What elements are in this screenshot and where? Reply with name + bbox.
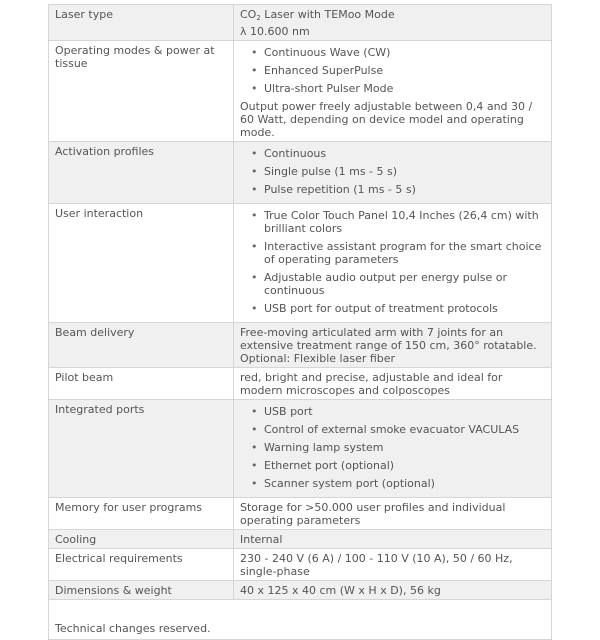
list-item: • Ethernet port (optional) <box>264 459 545 472</box>
row-text: 40 x 125 x 40 cm (W x H x D), 56 kg <box>234 581 552 600</box>
row-label: Beam delivery <box>49 323 234 368</box>
row-label: Electrical requirements <box>49 549 234 581</box>
row-label: Memory for user programs <box>49 498 234 530</box>
table-row <box>49 400 552 498</box>
table-row <box>49 5 552 41</box>
row-label: Operating modes & power at tissue <box>49 41 234 142</box>
row-label: Cooling <box>49 530 234 549</box>
row-text: Output power freely adjustable between 0,4 and 30 / 60 Watt, depending on device model and operating mode. <box>240 100 533 139</box>
row-value <box>234 400 552 498</box>
list-item: • Interactive assistant program for the smart choice of operating parameters <box>264 240 545 266</box>
bullet-list <box>240 209 545 315</box>
list-item: • Pulse repetition (1 ms - 5 s) <box>264 183 545 196</box>
footer-note: Technical changes reserved. <box>49 600 552 640</box>
table-row <box>49 581 552 600</box>
row-label: Dimensions & weight <box>49 581 234 600</box>
co2-subscript: 2 <box>256 14 261 22</box>
row-label: Activation profiles <box>49 142 234 204</box>
list-item: • Scanner system port (optional) <box>264 477 545 490</box>
row-value <box>234 142 552 204</box>
row-label: User interaction <box>49 204 234 323</box>
table-row <box>49 204 552 323</box>
row-value <box>234 5 552 41</box>
wavelength-line: λ 10.600 nm <box>240 25 310 38</box>
bullet-list <box>240 46 545 95</box>
list-item: • Enhanced SuperPulse <box>264 64 545 77</box>
table-row <box>49 323 552 368</box>
bullet-list <box>240 147 545 196</box>
row-text: Storage for >50.000 user profiles and individual operating parameters <box>234 498 552 530</box>
list-item: • Control of external smoke evacuator VACULAS <box>264 423 545 436</box>
list-item: • Warning lamp system <box>264 441 545 454</box>
row-label: Integrated ports <box>49 400 234 498</box>
list-item: • True Color Touch Panel 10,4 Inches (26,4 cm) with brilliant colors <box>264 209 545 235</box>
table-row <box>49 549 552 581</box>
list-item: • Ultra-short Pulser Mode <box>264 82 545 95</box>
co2-prefix: CO <box>240 8 257 21</box>
list-item: • Single pulse (1 ms - 5 s) <box>264 165 545 178</box>
row-text: red, bright and precise, adjustable and ideal for modern microscopes and colposcopes <box>234 368 552 400</box>
list-item: • Continuous <box>264 147 545 160</box>
table-row <box>49 142 552 204</box>
laser-type-line <box>240 8 545 25</box>
row-value <box>234 41 552 142</box>
row-text: Free-moving articulated arm with 7 joints for an extensive treatment range of 150 cm, 360° rotatable. Optional: Flexible laser fiber <box>234 323 552 368</box>
row-label: Laser type <box>49 5 234 41</box>
row-text: Internal <box>234 530 552 549</box>
table-row <box>49 600 552 640</box>
spec-table <box>48 4 552 640</box>
row-label: Pilot beam <box>49 368 234 400</box>
table-row <box>49 498 552 530</box>
row-text: 230 - 240 V (6 A) / 100 - 110 V (10 A), 50 / 60 Hz, single-phase <box>234 549 552 581</box>
list-item: • Continuous Wave (CW) <box>264 46 545 59</box>
row-value <box>234 204 552 323</box>
list-item: • Adjustable audio output per energy pulse or continuous <box>264 271 545 297</box>
bullet-list <box>240 405 545 490</box>
list-item: • USB port <box>264 405 545 418</box>
table-row <box>49 368 552 400</box>
list-item: • USB port for output of treatment protocols <box>264 302 545 315</box>
table-row <box>49 41 552 142</box>
table-row <box>49 530 552 549</box>
co2-rest: Laser with TEMoo Mode <box>260 8 395 21</box>
